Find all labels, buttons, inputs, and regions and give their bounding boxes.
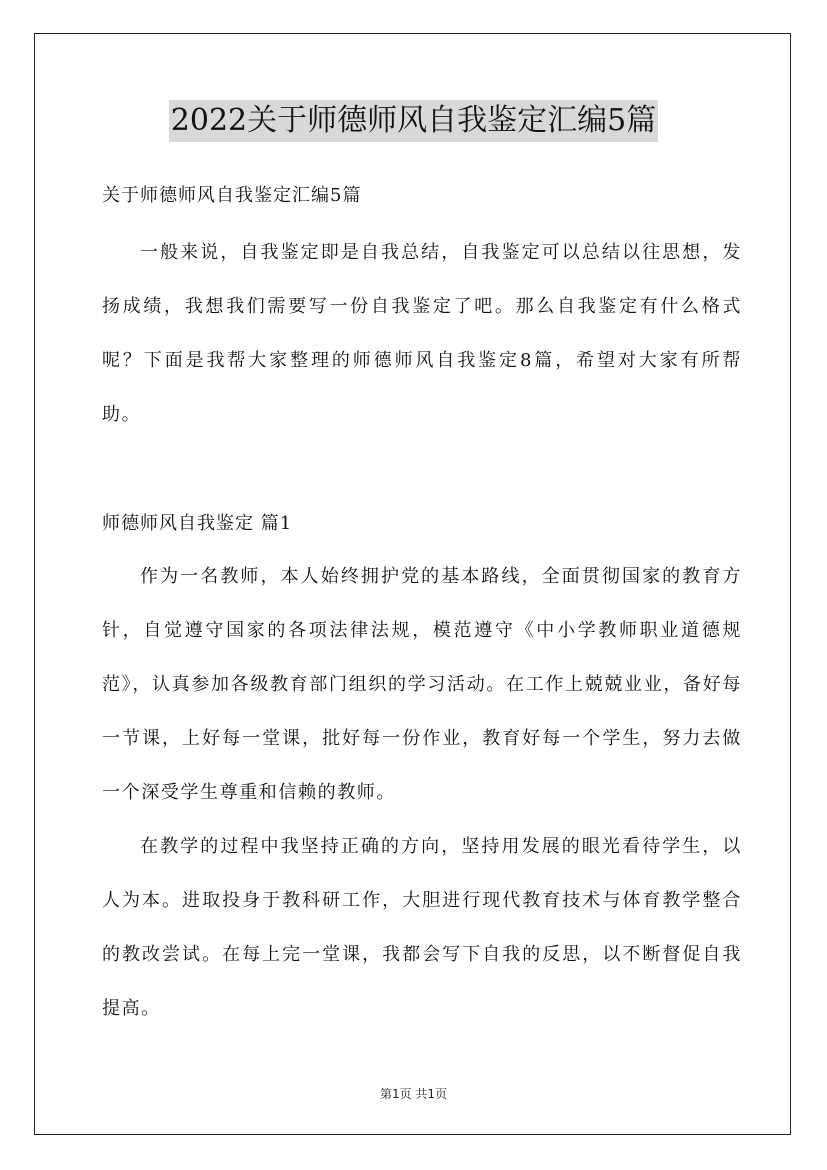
body-paragraph: 作为一名教师，本人始终拥护党的基本路线，全面贯彻国家的教育方针，自觉遵守国家的各项法律法规，模范遵守《中小学教师职业道德规范》，认真参加各级教育部门组织的学习活动。在工作上兢兢业业，备好每一节课，上好每一堂课，批好每一份作业，教育好每一个学生，努力去做一个深受学生尊重和信赖的教师。: [102, 566, 742, 803]
document-subtitle: 关于师德师风自我鉴定汇编5篇: [102, 185, 362, 206]
section-heading: 师德师风自我鉴定 篇1: [102, 513, 293, 534]
body-paragraph: 在教学的过程中我坚持正确的方向，坚持用发展的眼光看待学生，以人为本。进取投身于教科研工作，大胆进行现代教育技术与体育教学整合的教改尝试。在每上完一堂课，我都会写下自我的反思，以不断督促自我提高。: [102, 836, 742, 1019]
title-area: [0, 100, 827, 142]
document-body: [102, 170, 742, 1036]
document-title: 2022关于师德师风自我鉴定汇编5篇: [169, 100, 658, 142]
intro-paragraph: 一般来说，自我鉴定即是自我总结，自我鉴定可以总结以往思想，发扬成绩，我想我们需要写一份自我鉴定了吧。那么自我鉴定有什么格式呢？下面是我帮大家整理的师德师风自我鉴定8篇，希望对大家有所帮助。: [102, 242, 742, 425]
page-footer: 第1页 共1页: [379, 1087, 448, 1101]
